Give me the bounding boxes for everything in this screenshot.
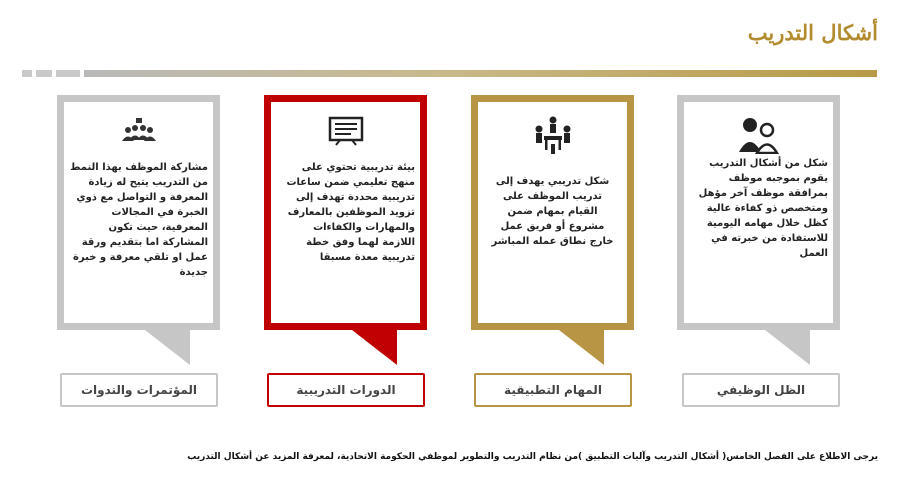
card-courses-text: بيئة تدريبية تحتوي على منهج تعليمي ضمن ساعات تدريبية محددة تهدف إلى تزويد الموظفين بالمعارف والمهارات والكفاءات اللازمة لهما وفق خطة تدريبية معدة مسبقا — [286, 162, 415, 263]
card-tasks-label: المهام التطبيقية — [474, 373, 632, 407]
mentor-icon — [738, 116, 780, 158]
card-courses — [264, 95, 427, 330]
page-title: أشكال التدريب — [747, 20, 878, 45]
card-shadowing-text: شكل من أشكال التدريب يقوم بموجبه موظف بمرافقة موظف آخر مؤهل ومتخصص ذو كفاءة عالية كظل خلال مهامه اليومية للاستفادة من خبرته في العمل — [698, 158, 828, 259]
card-conferences-text: مشاركة الموظف بهذا النمط من التدريب يتيح له زيادة المعرفة و التواصل مع ذوي الخبرة في المجالات المعرفية، حيث تكون المشاركة اما بتقديم ورقة عمل او تلقي معرفة و خبرة جديدة — [70, 162, 208, 278]
presentation-board-icon — [326, 116, 366, 150]
card-conferences — [57, 95, 220, 330]
card-conferences-tail — [145, 330, 190, 365]
team-meeting-icon — [532, 116, 574, 160]
card-tasks-tail — [559, 330, 604, 365]
card-shadowing-tail — [765, 330, 810, 365]
footnote: يرجى الاطلاع على الفصل الخامس( أشكال التدريب وآليات التطبيق )من نظام التدريب والتطوير لموظفي الحكومة الاتحادية، لمعرفة المزيد عن أشكال التدريب — [187, 452, 878, 462]
card-courses-label: الدورات التدريبية — [267, 373, 425, 407]
card-conferences-label: المؤتمرات والندوات — [60, 373, 218, 407]
card-tasks — [471, 95, 634, 330]
card-shadowing-label: الظل الوظيفي — [682, 373, 840, 407]
audience-icon — [119, 116, 159, 148]
card-shadowing — [677, 95, 840, 330]
card-courses-tail — [352, 330, 397, 365]
card-tasks-text: شكل تدريبي يهدف إلى تدريب الموظف على القيام بمهام ضمن مشروع أو فريق عمل خارج نطاق عمله المباشر — [491, 176, 614, 247]
